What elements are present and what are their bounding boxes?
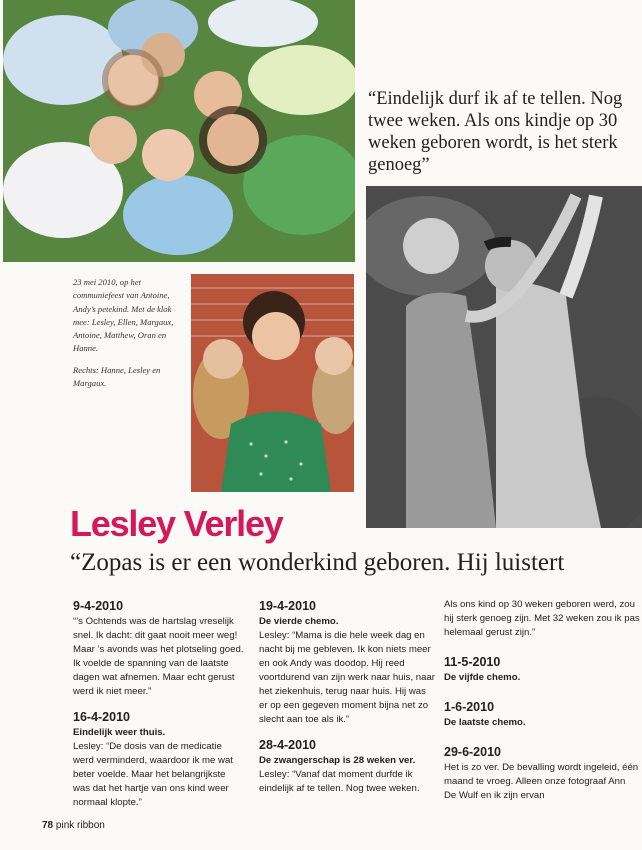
entry-heading: Eindelijk weer thuis. — [73, 727, 166, 738]
entry-heading: De vijfde chemo. — [444, 672, 521, 683]
entry-body: Het is zo ver. De bevalling wordt ingeleid, één maand te vroeg. Alleen onze fotograaf Ann De Wulf en ik zijn ervan — [444, 762, 639, 801]
diary-entry — [444, 654, 640, 685]
diary-entry — [444, 699, 640, 730]
diary-entry — [259, 737, 435, 796]
diary-entry — [259, 598, 435, 727]
photo-mother-with-daughters — [191, 274, 354, 492]
page-footer — [42, 820, 105, 831]
diary-entry — [444, 744, 640, 803]
entry-heading: De vierde chemo. — [259, 616, 339, 627]
entry-date: 1-6-2010 — [444, 700, 495, 714]
diary-entry — [73, 598, 245, 699]
entry-body: Lesley: “Vanaf dat moment durfde ik eindelijk af te tellen. Nog twee weken. — [259, 769, 420, 794]
entry-body: “’s Ochtends was de hartslag vreselijk snel. Ik dacht: dit gaat nooit meer weg! Maar ’s avonds was het plotseling goed. Ik voelde de spanning van de laatste dagen wat afnemen. Maar echt gerust werd ik niet meer.” — [73, 616, 244, 697]
caption-right: Rechts: Hanne, Lesley en Margaux. — [73, 364, 161, 389]
entry-heading: De laatste chemo. — [444, 717, 526, 728]
magazine-name: pink ribbon — [55, 820, 105, 831]
entry-date: 29-6-2010 — [444, 745, 501, 759]
entry-heading: De zwangerschap is 28 weken ver. — [259, 755, 416, 766]
column-3 — [444, 598, 640, 813]
entry-body: Lesley: “De dosis van de medicatie werd verminderd, waardoor ik me wat beter voelde. Maar het belangrijkste was dat het hartje van ons kind weer normaal klopte.” — [73, 741, 233, 808]
entry-date: 16-4-2010 — [73, 710, 130, 724]
entry-date: 19-4-2010 — [259, 599, 316, 613]
entry-body: Als ons kind op 30 weken geboren werd, zou hij sterk genoeg zijn. Met 32 weken zou ik pas helemaal gerust zijn.” — [444, 599, 640, 638]
diary-entry-continued — [444, 598, 640, 640]
subtitle-quote: “Zopas is er een wonderkind geboren. Hij luistert — [70, 549, 565, 576]
entry-date: 9-4-2010 — [73, 599, 124, 613]
photo-children-in-grass — [3, 0, 355, 262]
caption-main: 23 mei 2010, op het communiefeest van Antoine, Andy’s petekind. Met de klok mee: Lesley, Ellen, Margaux, Antoine, Matthew, Oran en Hanne. — [73, 277, 174, 354]
column-1 — [73, 598, 245, 820]
diary-entry — [73, 709, 245, 810]
article-title: Lesley Verley — [70, 503, 283, 544]
entry-date: 28-4-2010 — [259, 738, 316, 752]
pull-quote: “Eindelijk durf ik af te tellen. Nog twee weken. Als ons kindje op 30 weken geboren wordt, is het sterk genoeg” — [368, 89, 623, 175]
photo-caption — [73, 276, 185, 398]
column-2 — [259, 598, 435, 806]
entry-body: Lesley: “Mama is die hele week dag en nacht bij me gebleven. Ik kon niets meer en ook Andy was doodop. Hij reed voortdurend van zijn werk naar huis, naar het ziekenhuis, terug naar huis. Hij was er op een gegeven moment bijna net zo slecht aan toe als ik.” — [259, 630, 435, 725]
photo-couple-dancing — [366, 186, 642, 528]
entry-date: 11-5-2010 — [444, 655, 501, 669]
page-number: 78 — [42, 820, 54, 831]
